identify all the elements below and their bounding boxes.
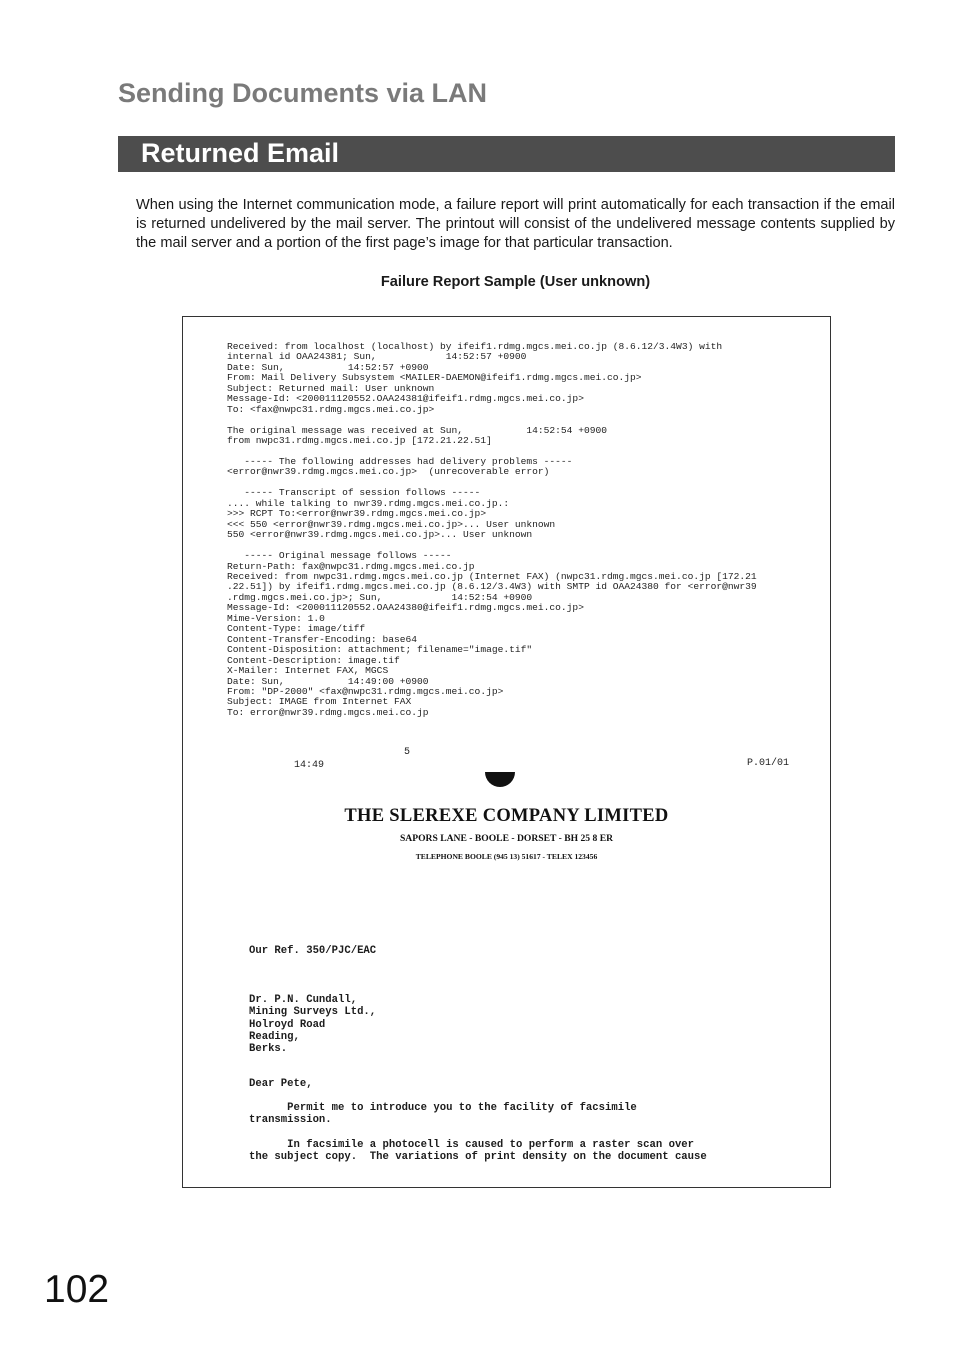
email-line: Received: from localhost (localhost) by ifeif1.rdmg.mgcs.mei.co.jp (8.6.12/3.4W3) with [227,341,723,352]
email-line: <error@nwr39.rdmg.mgcs.mei.co.jp> (unrecoverable error) [227,466,550,478]
email-line: Return-Path: fax@nwpc31.rdmg.mgcs.mei.co.jp [227,560,475,572]
email-line: <<< 550 <error@nwr39.rdmg.mgcs.mei.co.jp>... User unknown [227,518,556,530]
intro-paragraph: When using the Internet communication mode, a failure report will print automatically for each transaction if the email is returned undelivered by the mail server. The printout will consist of the undelivered message contents supplied by the mail server and a portion of the first page’s image for that particular transaction. [136,197,895,251]
email-line: ----- The following addresses had delivery problems ----- [227,455,573,467]
email-line: .22.51]) by ifeif1.rdmg.mgcs.mei.co.jp (8.6.12/3.4W3) with SMTP id OAA24380 for <error@nwr39 [227,581,757,593]
email-line: The original message was received at Sun, 14:52:54 +0900 [227,424,607,436]
letter-recipient-address: Dr. P.N. Cundall, Mining Surveys Ltd., Holroyd Road Reading, Berks. [249,994,377,1056]
company-name: THE SLEREXE COMPANY LIMITED [344,806,669,826]
email-line: To: error@nwr39.rdmg.mgcs.mei.co.jp [227,706,429,718]
figure-caption: Failure Report Sample (User unknown) [380,274,651,290]
email-line: Received: from nwpc31.rdmg.mgcs.mei.co.jp (Internet FAX) (nwpc31.rdmg.mgcs.mei.co.jp [172.21 [227,570,757,582]
email-line: Content-Description: image.tif [227,654,400,666]
returned-email-text [227,342,757,718]
page-number: 102 [44,1268,110,1311]
email-line: Subject: IMAGE from Internet FAX [227,696,412,708]
email-line: Content-Disposition: attachment; filename="image.tif" [227,644,533,656]
email-line: ----- Original message follows ----- [227,550,452,562]
fax-header-number: 5 [404,747,411,758]
failure-report-sample [182,316,831,1188]
letter-paragraph-2: In facsimile a photocell is caused to perform a raster scan over the subject copy. The variations of print density on the document cause [249,1139,707,1164]
email-line: Mime-Version: 1.0 [227,612,325,624]
fax-header-time: 14:49 [294,760,325,771]
email-line: Message-Id: <200011120552.OAA24380@ifeif1.rdmg.mgcs.mei.co.jp> [227,602,584,614]
section-title: Sending Documents via LAN [118,78,488,108]
page-title-bar [118,136,895,172]
company-telephone: TELEPHONE BOOLE (945 13) 51617 - TELEX 123456 [415,852,598,861]
email-line: Date: Sun, 14:49:00 +0900 [227,675,429,687]
email-line: 550 <error@nwr39.rdmg.mgcs.mei.co.jp>... User unknown [227,529,533,541]
letter-salutation: Dear Pete, [249,1078,313,1090]
email-line: ----- Transcript of session follows ----- [227,487,481,499]
scan-blot [485,772,515,787]
email-line: Message-Id: <200011120552.OAA24381@ifeif1.rdmg.mgcs.mei.co.jp> [227,393,584,405]
email-line: >>> RCPT To:<error@nwr39.rdmg.mgcs.mei.co.jp> [227,508,487,520]
letter-reference: Our Ref. 350/PJC/EAC [249,945,377,957]
email-line: Date: Sun, 14:52:57 +0900 [227,361,429,373]
email-line: To: <fax@nwpc31.rdmg.mgcs.mei.co.jp> [227,403,435,415]
email-line: From: "DP-2000" <fax@nwpc31.rdmg.mgcs.mei.co.jp> [227,685,504,697]
company-address: SAPORS LANE - BOOLE - DORSET - BH 25 8 ER [399,833,614,844]
email-line: Content-Type: image/tiff [227,623,366,635]
fax-header-page: P.01/01 [747,758,790,769]
email-line: internal id OAA24381; Sun, 14:52:57 +0900 [227,351,527,363]
letter-paragraph-1: Permit me to introduce you to the facility of facsimile transmission. [249,1102,637,1127]
email-line: from nwpc31.rdmg.mgcs.mei.co.jp [172.21.22.51] [227,435,492,447]
page-title: Returned Email [141,138,340,168]
email-line: Subject: Returned mail: User unknown [227,382,435,394]
email-line: From: Mail Delivery Subsystem <MAILER-DAEMON@ifeif1.rdmg.mgcs.mei.co.jp> [227,372,642,384]
email-line: X-Mailer: Internet FAX, MGCS [227,665,389,677]
email-line: .rdmg.mgcs.mei.co.jp>; Sun, 14:52:54 +0900 [227,591,533,603]
email-line: Content-Transfer-Encoding: base64 [227,633,417,645]
email-line: .... while talking to nwr39.rdmg.mgcs.mei.co.jp.: [227,497,510,509]
